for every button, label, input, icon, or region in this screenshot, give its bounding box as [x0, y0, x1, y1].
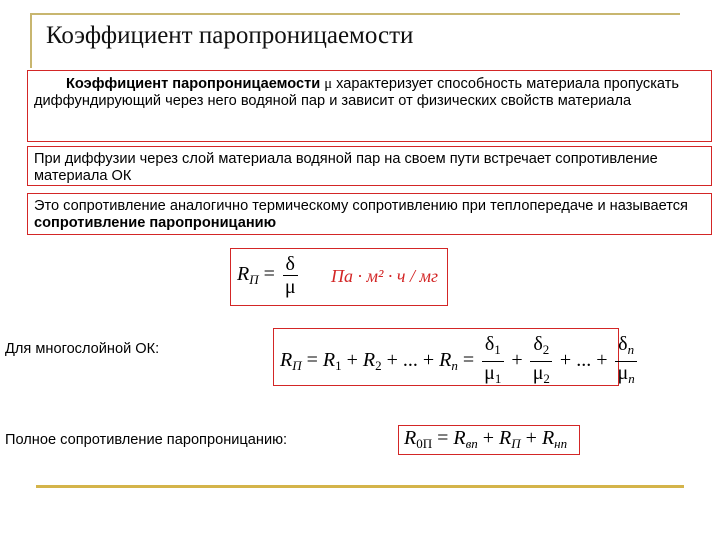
delta-1: δ — [484, 333, 495, 355]
formula2-frac2-num — [530, 333, 552, 362]
formula3-expression — [404, 427, 567, 452]
formula2-rn: R — [439, 349, 452, 372]
formula3-lhs: R — [404, 427, 417, 449]
formula2-r2-sub: 2 — [375, 358, 382, 374]
formula2-r1: R — [322, 349, 336, 372]
formula2-frac2-den — [530, 362, 553, 390]
frame-left-line — [30, 13, 32, 68]
definition-bold-lead: Коэффициент паропроницаемости — [66, 76, 321, 92]
formula2-dots-2: + ... + — [559, 349, 608, 372]
diffusion-box — [27, 146, 712, 186]
formula2-expression — [280, 333, 640, 390]
diffusion-text: При диффузии через слой материала водяной пар на своем пути встречает сопротивление материала ОК — [34, 151, 658, 184]
formula2-fracn-den — [614, 362, 637, 390]
formula2-fraction-2 — [530, 333, 553, 390]
formula3-equals: = — [437, 427, 449, 449]
delta-n-sub: n — [627, 342, 635, 357]
formula-total — [398, 425, 580, 455]
resistance-plain: Это сопротивление аналогично термическому сопротивлению при теплопередаче и называется — [34, 198, 688, 214]
resistance-bold-term: сопротивление паропроницанию — [34, 215, 277, 231]
formula2-equals: = — [306, 349, 318, 372]
formula3-r-p: R — [499, 427, 512, 449]
mu-n: μ — [617, 362, 629, 384]
formula3-r-p-sub: П — [511, 436, 521, 451]
formula3-plus-1: + — [482, 427, 495, 449]
formula3-r-np-sub: нп — [554, 436, 568, 451]
formula2-lhs-sub: П — [292, 358, 302, 374]
formula2-fracn-num — [615, 333, 637, 362]
definition-text — [34, 76, 705, 110]
formula3-r-vp-sub: вп — [465, 436, 478, 451]
formula1-numerator: δ — [283, 253, 298, 276]
formula2-equals-2: = — [462, 349, 475, 372]
mu-n-sub: n — [628, 371, 635, 386]
definition-rest: характеризует способность материала пропускать диффундирующий через него водяной пар и зависит от физических свойств материала — [34, 76, 679, 109]
delta-2-sub: 2 — [542, 342, 550, 357]
formula1-fraction — [282, 253, 299, 298]
formula2-fraction-n — [614, 333, 637, 390]
total-resistance-label: Полное сопротивление паропроницанию: — [5, 432, 288, 448]
slide-title: Коэффициент паропроницаемости — [46, 22, 414, 49]
mu-1: μ — [484, 362, 495, 384]
formula2-rn-sub: n — [451, 358, 458, 374]
mu-1-sub: 1 — [494, 371, 502, 386]
formula1-expression — [237, 253, 301, 298]
frame-bottom-line — [36, 485, 684, 488]
mu-2: μ — [532, 362, 544, 384]
formula1-lhs: R — [237, 263, 250, 286]
formula-single-layer — [230, 248, 448, 306]
formula3-lhs-sub: 0П — [416, 436, 433, 451]
formula2-fraction-1 — [481, 333, 504, 390]
formula2-plus-1: + — [346, 349, 358, 372]
formula2-r2: R — [362, 349, 376, 372]
delta-2: δ — [533, 333, 543, 355]
resistance-text — [34, 198, 705, 232]
formula1-denominator: μ — [284, 276, 296, 298]
delta-n: δ — [618, 333, 628, 355]
formula3-r-vp: R — [453, 427, 466, 449]
delta-1-sub: 1 — [494, 342, 501, 357]
formula2-r1-sub: 1 — [335, 358, 342, 374]
formula-multilayer — [273, 328, 635, 386]
frame-top-line — [30, 13, 680, 15]
formula1-units: Па · м² · ч / мг — [331, 266, 438, 286]
mu-2-sub: 2 — [543, 371, 550, 386]
formula1-lhs-sub: П — [249, 272, 259, 288]
formula2-plus-2: + — [511, 349, 523, 372]
formula2-frac1-num — [482, 333, 504, 362]
formula1-equals: = — [263, 263, 275, 286]
formula2-lhs: R — [280, 349, 293, 372]
multilayer-label: Для многослойной ОК: — [5, 341, 160, 357]
formula3-r-np: R — [541, 427, 555, 449]
formula3-plus-2: + — [525, 427, 537, 449]
mu-symbol: μ — [324, 76, 333, 92]
formula2-dots: + ... + — [386, 349, 435, 372]
definition-box — [27, 70, 712, 142]
resistance-box — [27, 193, 712, 235]
formula2-frac1-den — [481, 362, 504, 390]
